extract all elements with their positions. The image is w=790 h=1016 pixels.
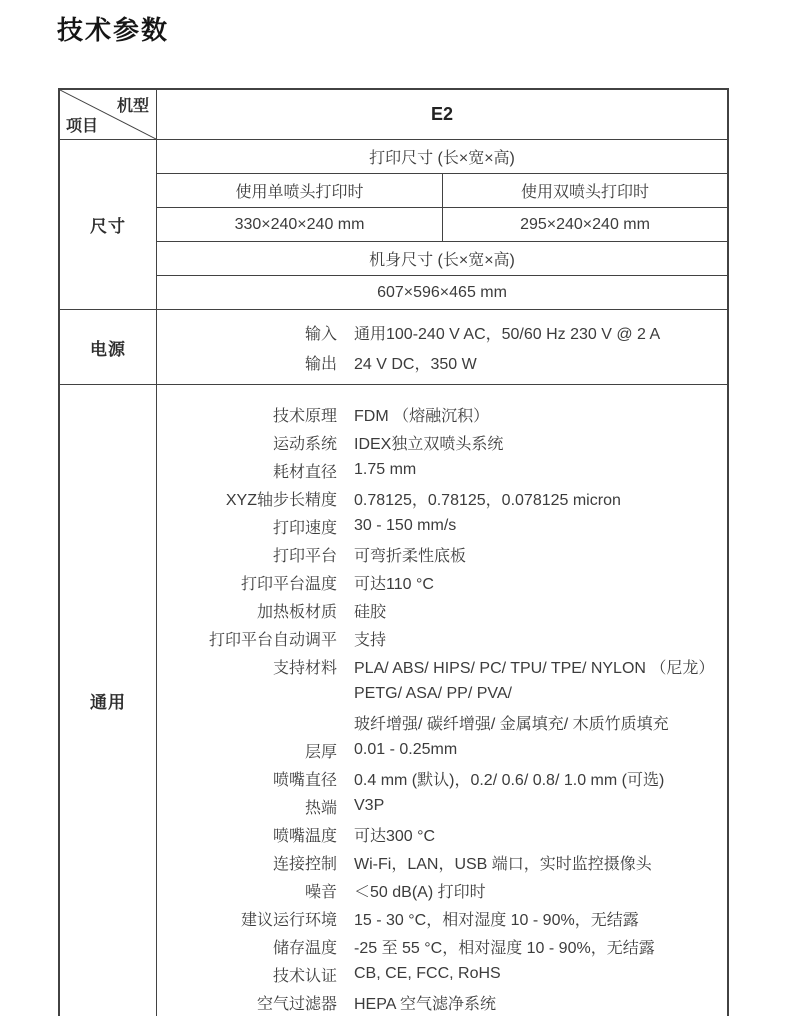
spec-label: 支持材料 (272, 659, 337, 677)
spec-value: 可弯折柔性底板 (354, 547, 467, 565)
spec-label: 喷嘴直径 (272, 771, 337, 789)
spec-label: 打印平台自动调平 (208, 631, 337, 649)
spec-label: 噪音 (304, 883, 337, 901)
spec-row (157, 456, 727, 484)
spec-row (157, 400, 727, 428)
section-content-power (157, 310, 727, 385)
spec-row (157, 540, 727, 568)
spec-value: 可达110 °C (354, 575, 434, 593)
spec-value: 30 - 150 mm/s (354, 517, 457, 534)
spec-row (157, 904, 727, 932)
spec-label: 技术认证 (272, 967, 337, 985)
spec-value: 0.4 mm (默认)，0.2/ 0.6/ 0.8/ 1.0 mm (可选) (354, 771, 665, 789)
spec-value: 24 V DC，350 W (354, 355, 477, 373)
dimension-row: 607×596×465 mm (377, 283, 507, 301)
spec-label: 输出 (304, 355, 337, 373)
spec-label: 空气过滤器 (256, 995, 337, 1013)
section-content-dimensions (157, 140, 727, 310)
spec-label: 技术原理 (272, 407, 337, 425)
spec-value: 1.75 mm (354, 461, 417, 478)
dimension-row: 打印尺寸 (长×宽×高) (157, 140, 727, 174)
spec-row-continuation (157, 708, 727, 736)
spec-row (157, 820, 727, 848)
spec-label: XYZ轴步长精度 (225, 491, 337, 509)
spec-row (157, 932, 727, 960)
spec-value: 硅胶 (354, 603, 387, 621)
dimension-row-split (157, 208, 727, 242)
spec-label: 建议运行环境 (240, 911, 337, 929)
dimension-cell-right: 295×240×240 mm (442, 208, 727, 241)
spec-value: V3P (354, 797, 385, 814)
spec-row (157, 764, 727, 792)
spec-row (157, 848, 727, 876)
spec-value: 通用100-240 V AC，50/60 Hz 230 V @ 2 A (354, 325, 661, 343)
section-label-general: 通用 (60, 385, 157, 1016)
spec-row (157, 484, 727, 512)
spec-value: ＜50 dB(A) 打印时 (354, 883, 486, 901)
spec-row (157, 792, 727, 820)
spec-value: FDM （熔融沉积） (354, 407, 490, 425)
dimension-cell-left: 使用单喷头打印时 (235, 184, 364, 201)
spec-label: 连接控制 (272, 855, 337, 873)
dimension-row-split (157, 174, 727, 208)
spec-label: 层厚 (304, 743, 337, 761)
dimension-row: 机身尺寸 (长×宽×高) (157, 242, 727, 276)
spec-row (157, 652, 727, 680)
spec-value: PETG/ ASA/ PP/ PVA/ (354, 685, 512, 702)
spec-label: 运动系统 (272, 435, 337, 453)
spec-label: 热端 (304, 799, 337, 817)
spec-row (157, 568, 727, 596)
spec-value: PLA/ ABS/ HIPS/ PC/ TPU/ TPE/ NYLON （尼龙） (354, 659, 715, 677)
dimension-cell-right: 使用双喷头打印时 (442, 174, 727, 207)
spec-value: 15 - 30 °C，相对湿度 10 - 90%，无结露 (354, 911, 639, 929)
spec-row-continuation (157, 680, 727, 708)
spec-value: 支持 (354, 631, 387, 649)
spec-row (157, 876, 727, 904)
spec-value: 0.78125，0.78125，0.078125 micron (354, 491, 621, 509)
spec-label: 打印速度 (272, 519, 337, 537)
spec-row (157, 960, 727, 988)
spec-value: CB, CE, FCC, RoHS (354, 965, 501, 982)
spec-value: 0.01 - 0.25mm (354, 741, 458, 758)
spec-label: 耗材直径 (272, 463, 337, 481)
model-header-cell: E2 (157, 90, 727, 140)
spec-row (157, 428, 727, 456)
section-label-power: 电源 (60, 310, 157, 385)
spec-label: 加热板材质 (256, 603, 337, 621)
spec-row (157, 596, 727, 624)
corner-header-cell (60, 90, 157, 140)
spec-row (157, 347, 727, 377)
spec-value: 玻纤增强/ 碳纤增强/ 金属填充/ 木质竹质填充 (354, 715, 669, 733)
spec-label: 喷嘴温度 (272, 827, 337, 845)
spec-row (157, 624, 727, 652)
spec-label: 储存温度 (272, 939, 337, 957)
spec-value: -25 至 55 °C，相对湿度 10 - 90%，无结露 (354, 939, 655, 957)
section-content-general (157, 385, 727, 1016)
spec-label: 输入 (304, 325, 337, 343)
corner-label-item: 项目 (66, 118, 99, 135)
spec-value: IDEX独立双喷头系统 (354, 435, 504, 453)
corner-label-model: 机型 (116, 98, 149, 115)
spec-row (157, 988, 727, 1016)
spec-table (58, 88, 729, 1016)
spec-row (157, 317, 727, 347)
page-title: 技术参数 (57, 15, 170, 45)
spec-row (157, 736, 727, 764)
spec-value: 可达300 °C (354, 827, 436, 845)
spec-value: Wi-Fi，LAN，USB 端口，实时监控摄像头 (354, 855, 652, 873)
spec-row (157, 512, 727, 540)
spec-value: HEPA 空气滤净系统 (354, 995, 496, 1013)
spec-label: 打印平台 (272, 547, 337, 565)
section-label-dimensions: 尺寸 (60, 140, 157, 310)
spec-label: 打印平台温度 (240, 575, 337, 593)
dimension-cell-left: 330×240×240 mm (234, 215, 365, 233)
